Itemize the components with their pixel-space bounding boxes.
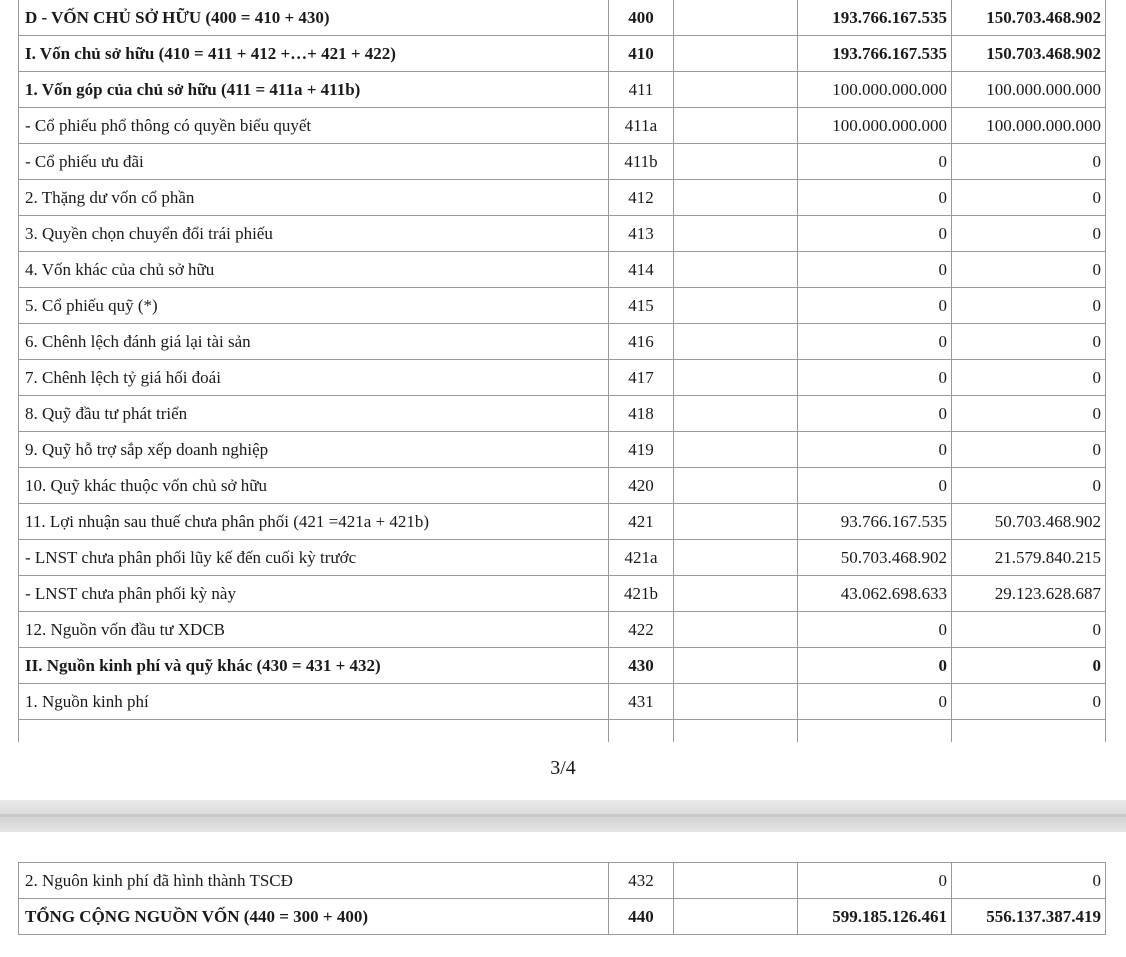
row-end-balance: 50.703.468.902 [798, 540, 952, 576]
row-end-balance: 0 [798, 684, 952, 720]
row-end-balance: 100.000.000.000 [798, 72, 952, 108]
row-begin-balance: 0 [952, 648, 1106, 684]
row-note [674, 360, 798, 396]
row-label: 12. Nguồn vốn đầu tư XDCB [19, 612, 609, 648]
table-row [19, 288, 1106, 324]
row-note [674, 108, 798, 144]
row-label: 2. Nguôn kinh phí đã hình thành TSCĐ [19, 863, 609, 899]
row-note [674, 468, 798, 504]
row-code: 411 [609, 72, 674, 108]
row-label: 6. Chênh lệch đánh giá lại tài sản [19, 324, 609, 360]
row-end-balance: 0 [798, 468, 952, 504]
table-row [19, 36, 1106, 72]
table-row [19, 108, 1106, 144]
row-begin-balance: 50.703.468.902 [952, 504, 1106, 540]
table-row [19, 432, 1106, 468]
table-row [19, 396, 1106, 432]
row-code: 419 [609, 432, 674, 468]
row-begin-balance: 150.703.468.902 [952, 36, 1106, 72]
row-note [674, 216, 798, 252]
empty-cell [609, 720, 674, 743]
row-label: 5. Cổ phiếu quỹ (*) [19, 288, 609, 324]
table-row [19, 612, 1106, 648]
row-end-balance: 0 [798, 863, 952, 899]
table-row [19, 324, 1106, 360]
table-row [19, 684, 1106, 720]
row-begin-balance: 0 [952, 144, 1106, 180]
row-code: 422 [609, 612, 674, 648]
row-note [674, 0, 798, 36]
row-label: 3. Quyền chọn chuyển đổi trái phiếu [19, 216, 609, 252]
row-note [674, 432, 798, 468]
row-note [674, 252, 798, 288]
row-end-balance: 0 [798, 180, 952, 216]
row-note [674, 684, 798, 720]
row-label: 8. Quỹ đầu tư phát triển [19, 396, 609, 432]
row-begin-balance: 0 [952, 180, 1106, 216]
row-label: I. Vốn chủ sở hữu (410 = 411 + 412 +…+ 421 + 422) [19, 36, 609, 72]
table-row [19, 252, 1106, 288]
document-page-4 [0, 832, 1126, 957]
row-label: D - VỐN CHỦ SỞ HỮU (400 = 410 + 430) [19, 0, 609, 36]
row-note [674, 576, 798, 612]
row-note [674, 396, 798, 432]
row-label: 7. Chênh lệch tỷ giá hối đoái [19, 360, 609, 396]
row-code: 430 [609, 648, 674, 684]
row-note [674, 899, 798, 935]
row-end-balance: 0 [798, 432, 952, 468]
table-row [19, 72, 1106, 108]
empty-cell [19, 720, 609, 743]
row-begin-balance: 0 [952, 360, 1106, 396]
row-begin-balance: 0 [952, 612, 1106, 648]
row-note [674, 180, 798, 216]
table-row [19, 216, 1106, 252]
row-code: 411b [609, 144, 674, 180]
row-label: 10. Quỹ khác thuộc vốn chủ sở hữu [19, 468, 609, 504]
row-code: 420 [609, 468, 674, 504]
row-code: 414 [609, 252, 674, 288]
row-code: 431 [609, 684, 674, 720]
row-note [674, 36, 798, 72]
table-row [19, 468, 1106, 504]
row-note [674, 144, 798, 180]
row-label: - Cổ phiếu phổ thông có quyền biểu quyết [19, 108, 609, 144]
row-note [674, 863, 798, 899]
row-code: 413 [609, 216, 674, 252]
row-end-balance: 0 [798, 216, 952, 252]
row-code: 416 [609, 324, 674, 360]
row-begin-balance: 0 [952, 396, 1106, 432]
table-row [19, 180, 1106, 216]
row-end-balance: 0 [798, 252, 952, 288]
row-code: 412 [609, 180, 674, 216]
row-code: 415 [609, 288, 674, 324]
table-row [19, 0, 1106, 36]
row-end-balance: 0 [798, 648, 952, 684]
row-label: 2. Thặng dư vốn cổ phần [19, 180, 609, 216]
row-begin-balance: 100.000.000.000 [952, 108, 1106, 144]
row-end-balance: 93.766.167.535 [798, 504, 952, 540]
row-begin-balance: 21.579.840.215 [952, 540, 1106, 576]
table-row [19, 540, 1106, 576]
row-end-balance: 0 [798, 144, 952, 180]
row-label: - LNST chưa phân phối lũy kế đến cuối kỳ trước [19, 540, 609, 576]
row-label: 1. Nguồn kinh phí [19, 684, 609, 720]
row-note [674, 648, 798, 684]
balance-sheet-table-page3 [18, 0, 1106, 742]
table-row [19, 648, 1106, 684]
row-begin-balance: 0 [952, 684, 1106, 720]
row-end-balance: 0 [798, 612, 952, 648]
row-end-balance: 0 [798, 396, 952, 432]
row-end-balance: 0 [798, 288, 952, 324]
row-code: 432 [609, 863, 674, 899]
row-note [674, 504, 798, 540]
row-label: 9. Quỹ hỗ trợ sắp xếp doanh nghiệp [19, 432, 609, 468]
table-row [19, 504, 1106, 540]
row-begin-balance: 0 [952, 288, 1106, 324]
row-note [674, 612, 798, 648]
row-begin-balance: 0 [952, 432, 1106, 468]
row-begin-balance: 0 [952, 252, 1106, 288]
row-label: 1. Vốn góp của chủ sở hữu (411 = 411a + 411b) [19, 72, 609, 108]
row-begin-balance: 150.703.468.902 [952, 0, 1106, 36]
row-code: 418 [609, 396, 674, 432]
row-note [674, 288, 798, 324]
row-note [674, 324, 798, 360]
row-end-balance: 193.766.167.535 [798, 36, 952, 72]
balance-sheet-table-page4 [18, 862, 1106, 935]
page-separator [0, 800, 1126, 832]
table-row [19, 863, 1106, 899]
row-begin-balance: 0 [952, 324, 1106, 360]
row-code: 411a [609, 108, 674, 144]
table-row [19, 360, 1106, 396]
empty-cell [674, 720, 798, 743]
row-note [674, 72, 798, 108]
row-code: 400 [609, 0, 674, 36]
row-end-balance: 43.062.698.633 [798, 576, 952, 612]
row-label: II. Nguồn kinh phí và quỹ khác (430 = 431 + 432) [19, 648, 609, 684]
empty-row [19, 720, 1106, 743]
row-begin-balance: 0 [952, 863, 1106, 899]
empty-cell [952, 720, 1106, 743]
row-code: 440 [609, 899, 674, 935]
row-code: 417 [609, 360, 674, 396]
row-end-balance: 0 [798, 360, 952, 396]
row-end-balance: 599.185.126.461 [798, 899, 952, 935]
row-code: 410 [609, 36, 674, 72]
page-number: 3/4 [550, 757, 576, 779]
row-label: - Cổ phiếu ưu đãi [19, 144, 609, 180]
row-label: TỔNG CỘNG NGUỒN VỐN (440 = 300 + 400) [19, 899, 609, 935]
row-label: 11. Lợi nhuận sau thuế chưa phân phối (421 =421a + 421b) [19, 504, 609, 540]
row-label: - LNST chưa phân phối kỳ này [19, 576, 609, 612]
row-code: 421 [609, 504, 674, 540]
table-row [19, 899, 1106, 935]
empty-cell [798, 720, 952, 743]
row-end-balance: 0 [798, 324, 952, 360]
row-code: 421b [609, 576, 674, 612]
row-label: 4. Vốn khác của chủ sở hữu [19, 252, 609, 288]
row-end-balance: 100.000.000.000 [798, 108, 952, 144]
row-note [674, 540, 798, 576]
row-begin-balance: 0 [952, 216, 1106, 252]
row-begin-balance: 29.123.628.687 [952, 576, 1106, 612]
row-begin-balance: 100.000.000.000 [952, 72, 1106, 108]
table-row [19, 576, 1106, 612]
row-code: 421a [609, 540, 674, 576]
row-end-balance: 193.766.167.535 [798, 0, 952, 36]
table-row [19, 144, 1106, 180]
row-begin-balance: 0 [952, 468, 1106, 504]
row-begin-balance: 556.137.387.419 [952, 899, 1106, 935]
